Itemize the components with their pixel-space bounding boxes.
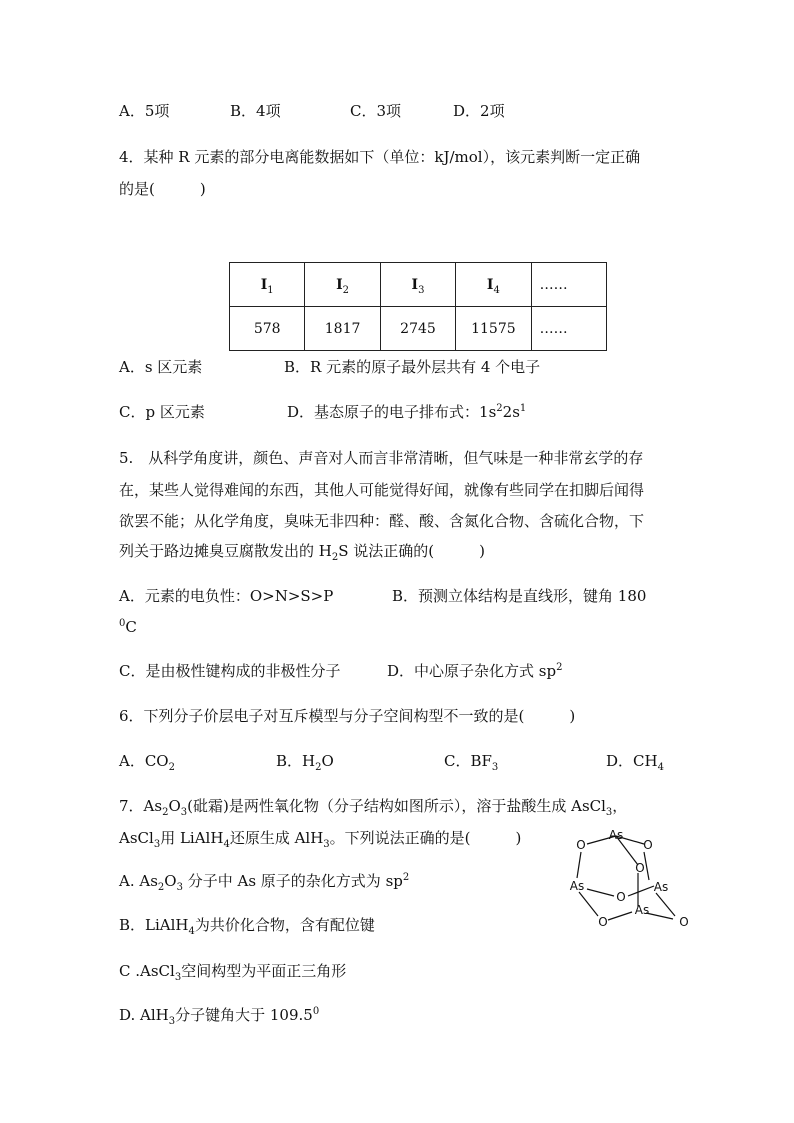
molecule-atom-as: As — [634, 903, 650, 917]
molecule-atom-o: O — [643, 838, 653, 852]
table-header-row — [230, 263, 607, 307]
q5-stem-line2: 在，某些人觉得难闻的东西，其他人可能觉得好闻，就像有些同学在扣脚后闻得 — [119, 481, 645, 499]
q7-stem-line1: 7．$As_2O_3$(砒霜)是两性氧化物（分子结构如图所示），溶于盐酸生成 AsCl$_3$， — [119, 797, 628, 818]
ionization-energy-table — [229, 262, 607, 351]
q7-option-a: A. $As_2O_3$ 分子中 As 原子的杂化方式为 $sp^2$ — [119, 872, 410, 893]
table-header-cell: $I_4$ — [456, 263, 531, 307]
table-row — [230, 307, 607, 351]
q5-stem-line3: 欲罢不能；从化学角度，臭味无非四种：醛、酸、含氮化合物、含硫化合物，下 — [119, 512, 645, 530]
q5-option-b: B．预测立体结构是直线形，键角 180 — [392, 587, 647, 605]
q5-stem-line4: 列关于路边摊臭豆腐散发出的 $H_2S$ 说法正确的( ) — [119, 542, 485, 563]
molecule-atom-o: O — [576, 838, 586, 852]
as4o6-molecule-diagram — [560, 820, 700, 935]
molecule-atom-as: As — [569, 879, 585, 893]
molecule-atom-as: As — [653, 880, 669, 894]
q3-option-b: B．4项 — [230, 102, 281, 120]
table-header-cell: $I_3$ — [380, 263, 455, 307]
table-cell: …… — [531, 307, 606, 351]
q6-option-b: B．$H_2O$ — [276, 752, 334, 773]
q7-option-c: C .AsCl$_3$空间构型为平面正三角形 — [119, 962, 347, 983]
q3-option-c: C．3项 — [350, 102, 402, 120]
table-header-cell: …… — [531, 263, 606, 307]
table-cell: 2745 — [380, 307, 455, 351]
q7-stem-line2: AsCl$_3$用 LiAlH$_4$还原生成 AlH$_3$。下列说法正确的是( ) — [119, 829, 522, 850]
molecule-bonds — [577, 836, 675, 920]
q4-stem-line1: 4．某种 R 元素的部分电离能数据如下（单位：kJ/mol），该元素判断一定正确 — [119, 148, 641, 166]
q5-option-a: A．元素的电负性：O>N>S>P — [119, 587, 334, 605]
q4-option-b: B．R 元素的原子最外层共有 4 个电子 — [284, 358, 541, 376]
q5-stem-line1: 5. 从科学角度讲，颜色、声音对人而言非常清晰，但气味是一种非常玄学的存 — [119, 449, 644, 467]
table-header-cell: $I_1$ — [230, 263, 305, 307]
q4-option-a: A．s 区元素 — [119, 358, 203, 376]
q5-option-c: C．是由极性键构成的非极性分子 — [119, 662, 341, 680]
q5-option-d: D．中心原子杂化方式 $sp^2$ — [387, 662, 563, 680]
molecule-atom-o: O — [635, 861, 645, 875]
q4-stem-line2: 的是( ) — [119, 180, 206, 198]
q5-option-b-continued: $^0$C — [119, 618, 137, 636]
table-cell: 11575 — [456, 307, 531, 351]
q6-option-d: D．$CH_4$ — [606, 752, 664, 773]
molecule-atom-o: O — [598, 915, 608, 929]
molecule-atom-o: O — [679, 915, 689, 929]
q6-option-a: A．$CO_2$ — [119, 752, 175, 773]
table-cell: 1817 — [305, 307, 380, 351]
table-header-cell: $I_2$ — [305, 263, 380, 307]
q6-option-c: C．$BF_3$ — [444, 752, 499, 773]
q7-option-d: D. AlH$_3$分子键角大于 109.5$^0$ — [119, 1006, 320, 1027]
molecule-atom-o: O — [616, 890, 626, 904]
q3-option-a: A．5项 — [119, 102, 170, 120]
table-cell: 578 — [230, 307, 305, 351]
q4-option-d: D．基态原子的电子排布式：$1s^22s^1$ — [287, 403, 527, 421]
q4-option-c: C．p 区元素 — [119, 403, 205, 421]
molecule-atom-as: As — [608, 828, 624, 842]
q7-option-b: B．LiAlH$_4$为共价化合物，含有配位键 — [119, 916, 375, 937]
q6-stem: 6．下列分子价层电子对互斥模型与分子空间构型不一致的是( ) — [119, 707, 576, 725]
q3-option-d: D．2项 — [453, 102, 505, 120]
